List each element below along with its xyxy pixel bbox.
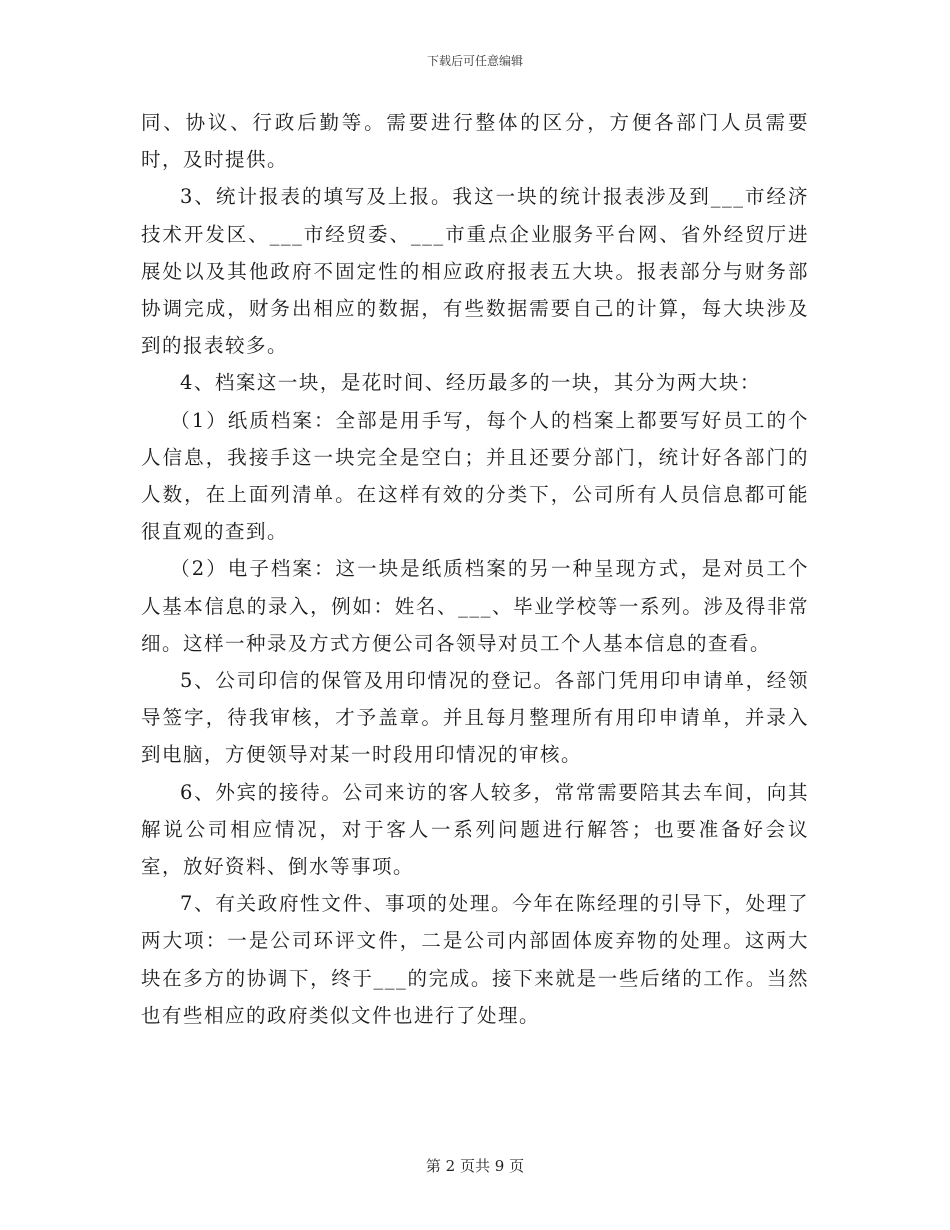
paragraph-item-4-1: （1）纸质档案：全部是用手写，每个人的档案上都要写好员工的个人信息，我接手这一块完全是空白；并且还要分部门，统计好各部门的人数，在上面列清单。在这样有效的分类下，公司所有人员信息都可能很直观的查到。 (141, 408, 809, 544)
page-header: 下载后可任意编辑 (426, 54, 523, 68)
paragraph-continuation: 同、协议、行政后勤等。需要进行整体的区分，方便各部门人员需要时，及时提供。 (141, 111, 809, 172)
paragraph-item-7: 7、有关政府性文件、事项的处理。今年在陈经理的引导下，处理了两大项：一是公司环评文件，二是公司内部固体废弃物的处理。这两大块在多方的协调下，终于___的完成。接下来就是一些后绪的工作。当然也有些相应的政府类似文件也进行了处理。 (141, 892, 809, 1027)
paragraph-item-5: 5、公司印信的保管及用印情况的登记。各部门凭用印申请单，经领导签字，待我审核，才予盖章。并且每月整理所有用印申请单，并录入到电脑，方便领导对某一时段用印情况的审核。 (141, 669, 809, 767)
paragraph-item-3: 3、统计报表的填写及上报。我这一块的统计报表涉及到___市经济技术开发区、___市经贸委、___市重点企业服务平台网、省外经贸厅进展处以及其他政府不固定性的相应政府报表五大块。报表部分与财务部协调完成，财务出相应的数据，有些数据需要自己的计算，每大块涉及到的报表较多。 (141, 185, 809, 358)
page-number: 第 2 页共 9 页 (425, 1157, 525, 1175)
paragraph-item-4: 4、档案这一块，是花时间、经历最多的一块，其分为两大块： (180, 371, 761, 395)
paragraph-item-4-2: （2）电子档案：这一块是纸质档案的另一种呈现方式，是对员工个人基本信息的录入，例如：姓名、___、毕业学校等一系列。涉及得非常细。这样一种录及方式方便公司各领导对员工个人基本信息的查看。 (141, 557, 809, 655)
document-body (141, 104, 809, 1034)
paragraph-item-6: 6、外宾的接待。公司来访的客人较多，常常需要陪其去车间，向其解说公司相应情况，对于客人一系列问题进行解答；也要准备好会议室，放好资料、倒水等事项。 (141, 780, 809, 879)
